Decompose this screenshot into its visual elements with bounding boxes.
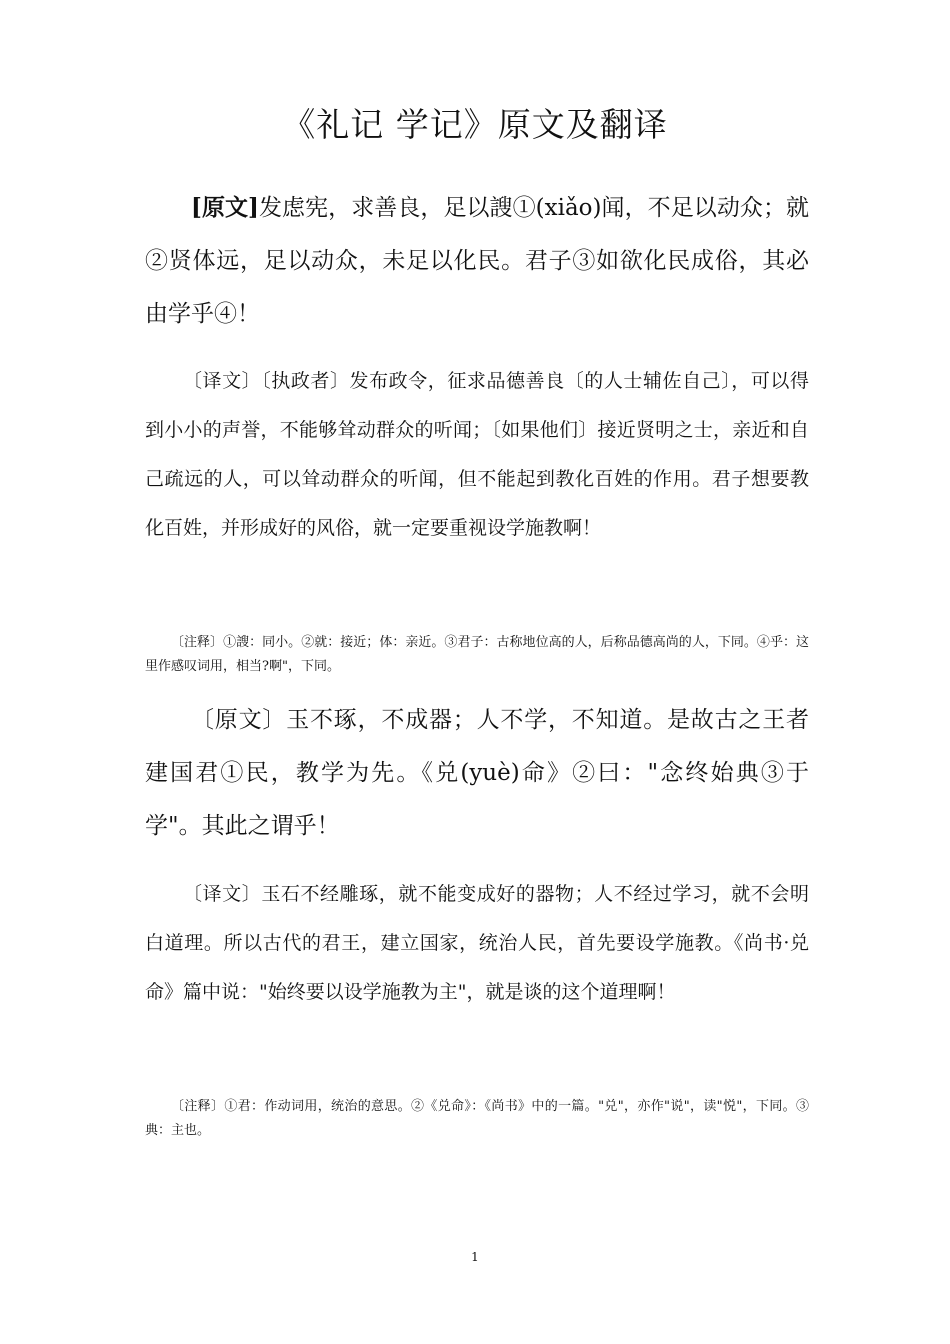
document-title: 《礼记 学记》原文及翻译 — [282, 105, 668, 144]
original-text-body: 发虑宪，求善良，足以謏①(xiǎo)闻，不足以动众；就②贤体远，足以动众，未足以化民。君子③如欲化民成俗，其必由学乎④！ — [145, 195, 809, 327]
paragraph-translation-1: 〔译文〕〔执政者〕发布政令，征求品德善良〔的人士辅佐自己〕，可以得到小小的声誉，不能够耸动群众的听闻；〔如果他们〕接近贤明之士，亲近和自己疏远的人，可以耸动群众的听闻，但不能起到教化百姓的作用。君子想要教化百姓，并形成好的风俗，就一定要重视设学施教啊！ — [145, 370, 809, 539]
paragraph-original-1 — [145, 181, 809, 341]
paragraph-translation-2: 〔译文〕玉石不经雕琢，就不能变成好的器物；人不经过学习，就不会明白道理。所以古代的君王，建立国家，统治人民，首先要设学施教。《尚书·兑命》篇中说："始终要以设学施教为主"，就是谈的这个道理啊！ — [145, 883, 809, 1003]
paragraph-original-2: 〔原文〕玉不琢，不成器；人不学，不知道。是故古之王者建国君①民，教学为先。《兑(yuè)命》②曰："念终始典③于学"。其此之谓乎！ — [145, 707, 809, 839]
paragraph-notes-1: 〔注释〕①謏：同小。②就：接近；体：亲近。③君子：古称地位高的人，后称品德高尚的人，下同。④乎：这里作感叹词用，相当?啊"，下同。 — [145, 635, 809, 674]
page-number: 1 — [471, 1250, 479, 1264]
original-text-label: [原文] — [191, 194, 259, 221]
paragraph-notes-2: 〔注释〕①君：作动词用，统治的意思。②《兑命》：《尚书》中的一篇。"兑"，亦作"说"，读"悦"，下同。③典：主也。 — [145, 1099, 809, 1138]
